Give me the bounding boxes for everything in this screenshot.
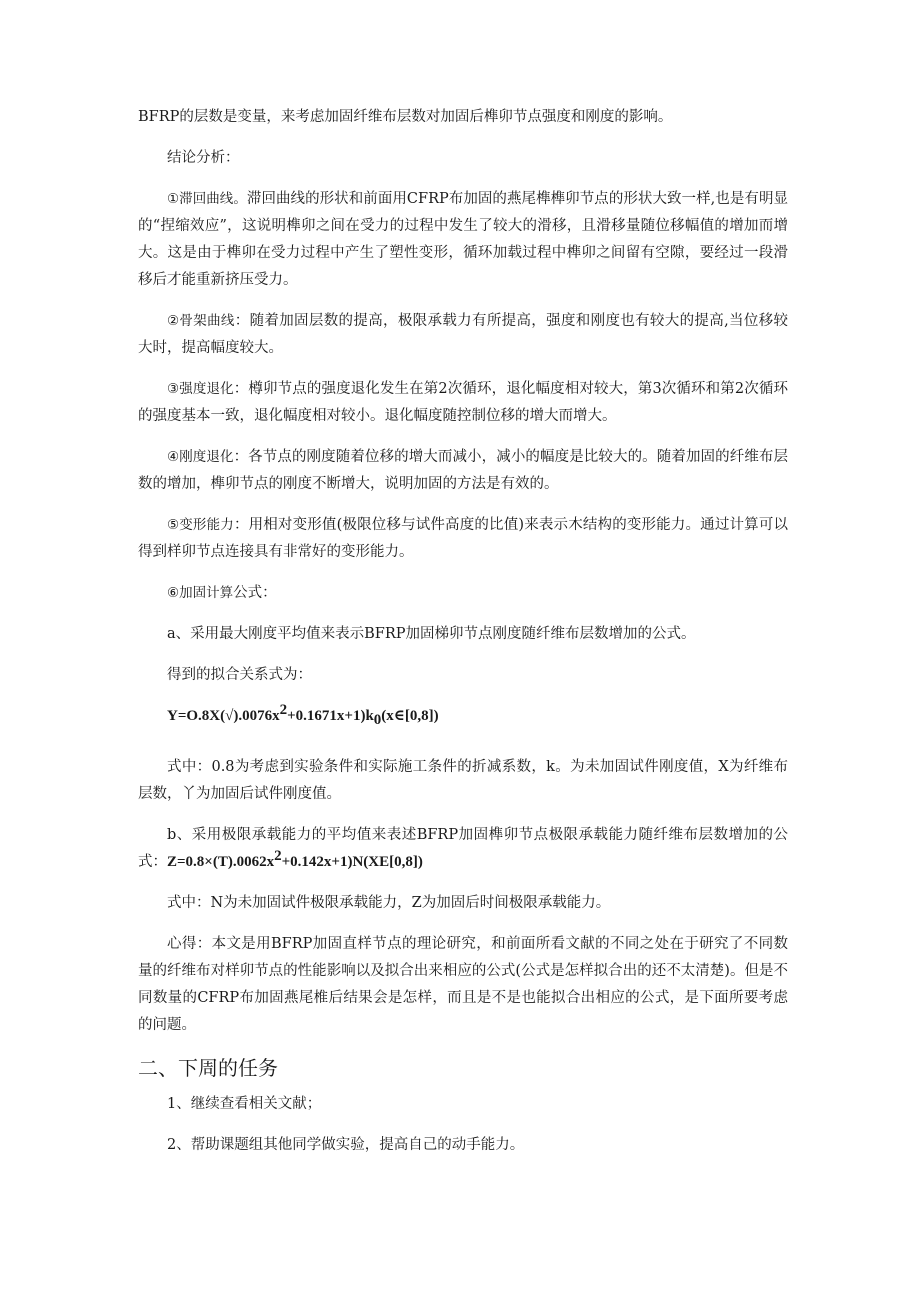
formula-part: (x∈[0,8]) [381,708,439,724]
task-item-1: 1、继续查看相关文献； [167,1096,322,1112]
paragraph-b-text: b、采用极限承载能力的平均值来表述BFRP加固榫卯节点极限承载能力随纤维布层数增加的公式： [138,827,788,870]
formula-superscript: 2 [274,848,282,865]
formula-part: Y=O.8X(√).0076x [167,708,280,724]
item-label: ⑤变形能力 [167,517,234,533]
item-label: ①滞回曲线。 [167,191,247,207]
item-reinforcement-formula [138,580,788,607]
item-text: ：各节点的刚度随着位移的增大而减小，减小的幅度是比较大的。随着加固的纤维布层数的增加，榫卯节点的刚度不断增大，说明加固的方法是有效的。 [138,449,789,492]
formula-part: Z=0.8×(T).0062x [167,854,275,870]
paragraph-fit: 得到的拟合关系式为： [167,667,312,683]
section-heading-next-week: 二、下周的任务 [138,1056,278,1080]
item-deformation-capacity [138,512,788,566]
formula-superscript: 2 [279,702,288,719]
formula-subscript: 0 [373,711,382,728]
item-label: ⑥加固计算 [167,585,234,601]
item-hysteresis-curve [138,186,788,294]
item-text: 公式： [233,585,277,601]
formula-part: +0.142x+1)N(XE[0,8]) [281,854,423,870]
formula-stiffness [138,703,788,730]
item-label: ③强度退化 [167,381,234,397]
paragraph-b [138,822,788,876]
item-text: 滞回曲线的形状和前面用CFRP布加固的燕尾榫榫卯节点的形状大致一样,也是有明显的“捏缩效应”，这说明榫卯之间在受力的过程中发生了较大的滑移，且滑移量随位移幅值的增加而增大。这是由于榫卯在受力过程中产生了塑性变形，循环加载过程中榫卯之间留有空隙，要经过一段滑移后才能重新挤压受力。 [138,191,788,288]
document-body [138,104,788,1173]
paragraph-a: a、采用最大刚度平均值来表示BFRP加固梯卯节点刚度随纤维布层数增加的公式。 [167,626,696,642]
item-skeleton-curve [138,308,788,362]
paragraph-insight: 心得：本文是用BFRP加固直样节点的理论研究，和前面所看文献的不同之处在于研究了不同数量的纤维布对样卯节点的性能影响以及拟合出来相应的公式(公式是怎样拟合出的还不太清楚)。但是不同数量的CFRP布加固燕尾椎后结果会是怎样，而且是不是也能拟合出相应的公式，是下面所要考虑的问题。 [138,936,788,1033]
item-text: ：用相对变形值(极限位移与试件高度的比值)来表示木结构的变形能力。通过计算可以得到样卯节点连接具有非常好的变形能力。 [138,517,789,560]
item-text: ：樽卯节点的强度退化发生在第2次循环，退化幅度相对较大，第3次循环和第2次循环的强度基本一致，退化幅度相对较小。退化幅度随控制位移的增大而增大。 [138,381,788,424]
item-label: ④刚度退化 [167,449,234,465]
paragraph-explain-1: 式中：0.8为考虑到实验条件和实际施工条件的折减系数，k。为未加固试件刚度值，X为纤维布层数，丫为加固后试件刚度值。 [138,759,788,802]
item-text: ：随着加固层数的提高，极限承载力有所提高，强度和刚度也有较大的提高,当位移较大时，提高幅度较大。 [138,313,788,356]
formula-part: +0.1671x+1)k [287,708,374,724]
paragraph-explain-2: 式中：N为未加固试件极限承载能力，Z为加固后时间极限承载能力。 [167,895,611,911]
item-stiffness-degradation [138,444,788,498]
item-strength-degradation [138,376,788,430]
task-item-2: 2、帮助课题组其他同学做实验，提高自己的动手能力。 [167,1137,525,1153]
item-label: ②骨架曲线 [167,313,235,329]
paragraph-intro: BFRP的层数是变量，来考虑加固纤维布层数对加固后榫卯节点强度和刚度的影响。 [138,109,673,125]
conclusion-title: 结论分析： [167,150,240,166]
